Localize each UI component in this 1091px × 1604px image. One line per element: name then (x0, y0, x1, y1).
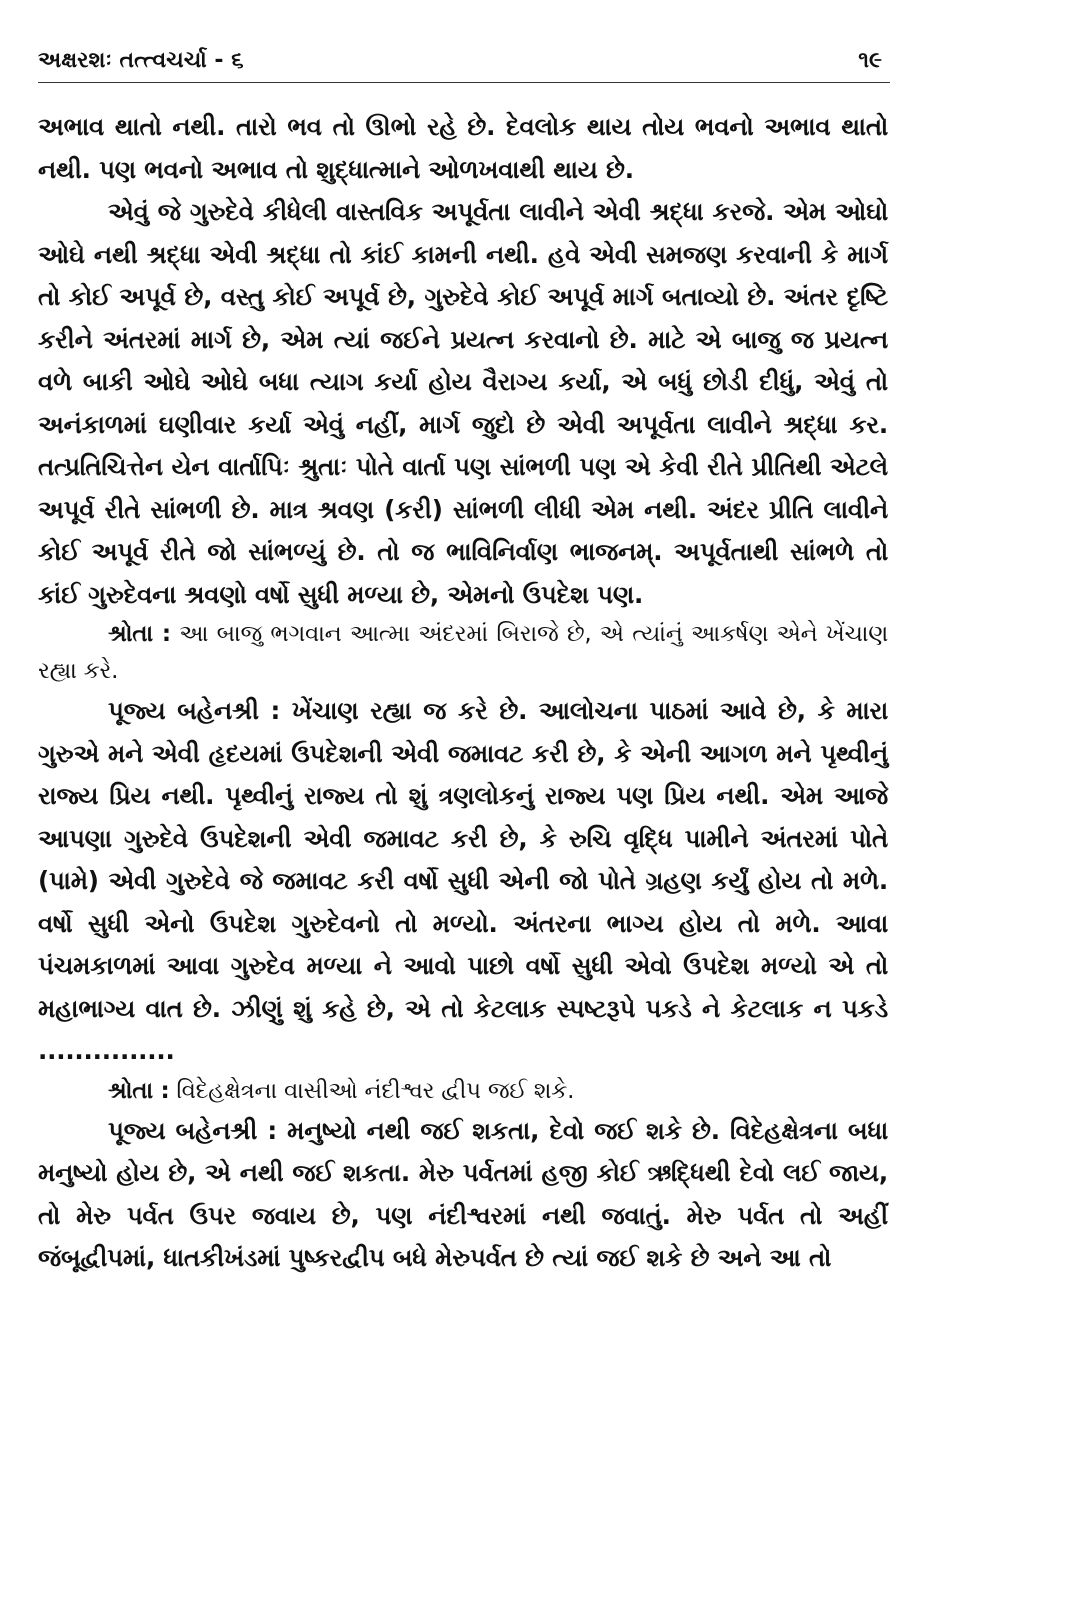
header-title: અક્ષરશઃ તત્ત્વચર્ચા - ૬ (38, 48, 244, 73)
dialogue-listener (38, 616, 888, 690)
paragraph-continuation (38, 106, 888, 191)
paragraph-text: એવું જે ગુરુદેવે કીધેલી વાસ્તવિક અપૂર્વતા લાવીને એવી શ્રદ્ધા કરજે. એમ ઓઘો ઓઘે નથી શ્રદ્ધા એવી શ્રદ્ધા તો કાંઈ કામની નથી. હવે એવી સમજણ કરવાની કે માર્ગ તો કોઈ અપૂર્વ છે, વસ્તુ કોઈ અપૂર્વ છે, ગુરુદેવે કોઈ અપૂર્વ માર્ગ બતાવ્યો છે. અંતર દૃષ્ટિ કરીને અંતરમાં માર્ગ છે, એમ ત્યાં જઈને પ્રયત્ન કરવાનો છે. માટે એ બાજુ જ પ્રયત્ન વળે બાકી ઓઘે ઓઘે બધા ત્યાગ કર્યા હોય વૈરાગ્ય કર્યા, એ બધું છોડી દીધું, એવું તો અનંકાળમાં ઘણીવાર કર્યા એવું નહીં, માર્ગ જુદો છે એવી અપૂર્વતા લાવીને શ્રદ્ધા કર. તત્પ્રતિચિત્તેન યેન વાર્તાપિઃ શ્રુતાઃ પોતે વાર્તા પણ સાંભળી પણ એ કેવી રીતે પ્રીતિથી એટલે અપૂર્વ રીતે સાંભળી છે. માત્ર શ્રવણ (કરી) સાંભળી લીધી એમ નથી. અંદર પ્રીતિ લાવીને કોઈ અપૂર્વ રીતે જો સાંભળ્યું છે. તો જ ભાવિનિર્વાણ ભાજનમ્. અપૂર્વતાથી સાંભળે તો કાંઈ ગુરુદેવના શ્રવણો વર્ષો સુધી મળ્યા છે, એમનો ઉપદેશ પણ. (38, 197, 888, 609)
speaker-label: શ્રોતા : (108, 1077, 170, 1104)
dialogue-listener (38, 1073, 888, 1110)
dialogue-text: મનુષ્યો નથી જઈ શકતા, દેવો જઈ શકે છે. વિદેહક્ષેત્રના બધા મનુષ્યો હોય છે, એ નથી જઈ શકતા. મેરુ પર્વતમાં હજી કોઈ ઋદ્ધિથી દેવો લઈ જાય, તો મેરુ પર્વત ઉપર જવાય છે, પણ નંદીશ્વરમાં નથી જવાતું. મેરુ પર્વત તો અહીં જંબૂદ્વીપમાં, ધાતકીખંડમાં પુષ્કરદ્વીપ બધે મેરુપર્વત છે ત્યાં જઈ શકે છે અને આ તો (38, 1115, 888, 1272)
dialogue-text: ખેંચાણ રહ્યા જ કરે છે. આલોચના પાઠમાં આવે છે, કે મારા ગુરુએ મને એવી હૃદયમાં ઉપદેશની એવી જમાવટ કરી છે, કે એની આગળ મને પૃથ્વીનું રાજ્ય પ્રિય નથી. પૃથ્વીનું રાજ્ય તો શું ત્રણલોકનું રાજ્ય પણ પ્રિય નથી. એમ આજે આપણા ગુરુદેવે ઉપદેશની એવી જમાવટ કરી છે, કે રુચિ વૃદ્ધિ પામીને અંતરમાં પોતે (પામે) એવી ગુરુદેવે જે જમાવટ કરી વર્ષો સુધી એની જો પોતે ગ્રહણ કર્યું હોય તો મળે. વર્ષો સુધી એનો ઉપદેશ ગુરુદેવનો તો મળ્યો. અંતરના ભાગ્ય હોય તો મળે. આવા પંચમકાળમાં આવા ગુરુદેવ મળ્યા ને આવો પાછો વર્ષો સુધી એવો ઉપદેશ મળ્યો એ તો મહાભાગ્ય વાત છે. ઝીણું શું કહે છે, એ તો કેટલાક સ્પષ્ટરૂપે પકડે ને કેટલાક ન પકડે ............... (38, 696, 888, 1065)
speaker-label: શ્રોતા : (108, 621, 171, 647)
speaker-label: પૂજ્ય બહેનશ્રી : (108, 1115, 277, 1145)
speaker-label: પૂજ્ય બહેનશ્રી : (108, 696, 281, 725)
paragraph (38, 191, 888, 616)
dialogue-text: આ બાજુ ભગવાન આત્મા અંદરમાં બિરાજે છે, એ ત્યાંનું આકર્ષણ એને ખેંચાણ રહ્યા કરે. (38, 621, 888, 684)
dialogue-response (38, 1110, 888, 1280)
dialogue-text: વિદેહક્ષેત્રના વાસીઓ નંદીશ્વર દ્વીપ જઈ શકે. (169, 1077, 575, 1104)
paragraph-text: અભાવ થાતો નથી. તારો ભવ તો ઊભો રહે છે. દેવલોક થાય તોય ભવનો અભાવ થાતો નથી. પણ ભવનો અભાવ તો શુદ્ધાત્માને ઓળખવાથી થાય છે. (38, 112, 888, 184)
body-text (38, 106, 888, 1280)
page-number: ૧૯ (858, 48, 882, 73)
dialogue-response (38, 690, 888, 1073)
running-header (38, 46, 890, 83)
